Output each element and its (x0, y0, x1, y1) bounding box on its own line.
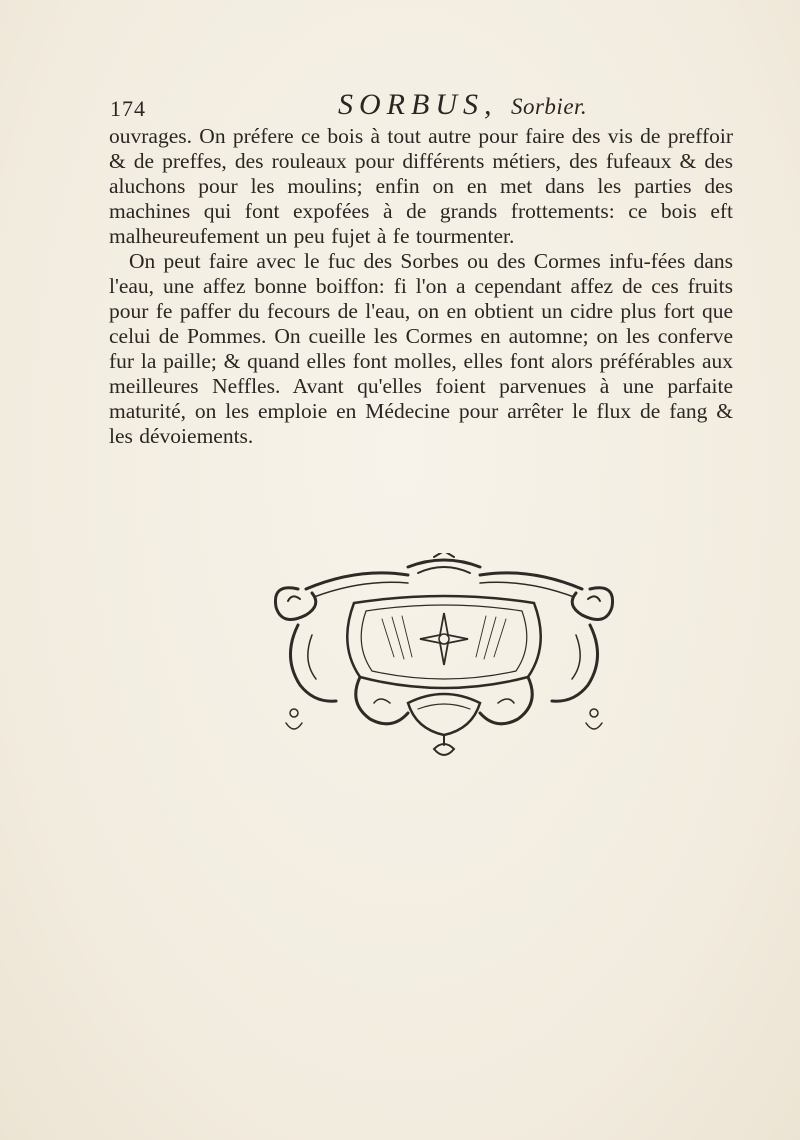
page-header (110, 88, 730, 128)
page-number: 174 (110, 96, 146, 121)
running-title-main: SORBUS, (338, 88, 498, 121)
body-text (109, 124, 733, 449)
paragraph-1: ouvrages. On préfere ce bois à tout autre pour faire des vis de preffoir & de preffes, des rouleaux pour différents métiers, des fufeaux & des aluchons pour les moulins; enfin on en met dans les parties des machines qui font expofées à de grands frottements: ce bois eft malheureufement un peu fujet à fe tourmenter. (109, 124, 733, 248)
running-title (338, 88, 587, 122)
paragraph-2: On peut faire avec le fuc des Sorbes ou des Cormes infu-fées dans l'eau, une affez bonne boiffon: fi l'on a cependant affez de ces fruits pour fe paffer du fecours de l'eau, on en obtient un cidre plus fort que celui de Pommes. On cueille les Cormes en automne; on les conferve fur la paille; & quand elles font molles, elles font alors préférables aux meilleures Neffles. Avant qu'elles foient parvenues à une parfaite maturité, on les emploie en Médecine pour arrêter le flux de fang & les dévoiements. (109, 249, 733, 448)
running-title-sub: Sorbier. (510, 94, 588, 119)
cul-de-lampe-ornament (258, 553, 630, 761)
